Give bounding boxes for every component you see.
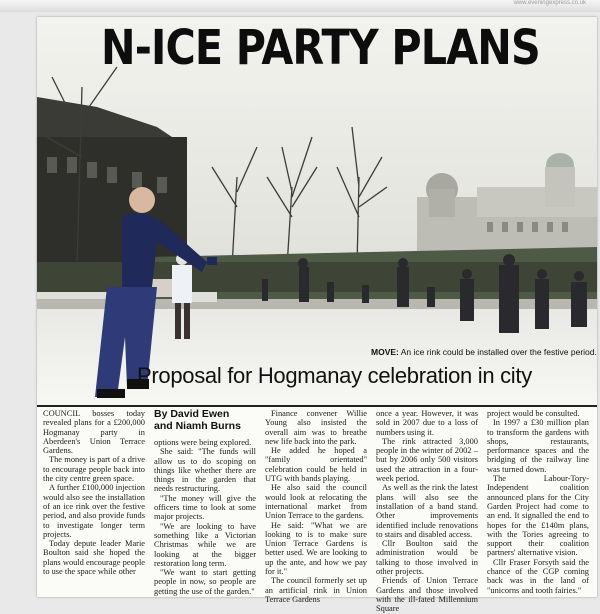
subheadline: Proposal for Hogmanay celebration in city — [137, 363, 532, 388]
paragraph: Finance convener Willie Young also insisted the overall aim was to breathe new life back into the park. — [265, 409, 367, 446]
source-url: www.eveningexpress.co.uk — [513, 0, 586, 6]
paragraph: COUNCIL bosses today revealed plans for a £200,000 Hogmanay party in Aberdeen's Union Terrace Gardens. — [43, 409, 145, 456]
article-column-5 — [487, 409, 589, 595]
photo-caption — [371, 347, 597, 357]
paragraph: Cllr Fraser Forsyth said the chance of the CGP coming back was in the land of "unicorns and tooth fairies." — [487, 557, 589, 595]
paragraph: He also said the council would look at relocating the international market from Union Terrace to the gardens. — [265, 483, 367, 521]
paragraph: options were being explored. — [154, 438, 252, 447]
paragraph: She said: "The funds will allow us to do scoping on things like whether there are things in the garden that needs restructuring. — [154, 447, 256, 494]
paragraph: "The money will give the officers time to look at some major projects. — [154, 493, 256, 522]
paragraph: He added he hoped a "family orientated" celebration could be held in UTG with bands playing. — [265, 446, 367, 484]
paragraph: The rink attracted 3,000 people in the winter of 2002 – but by 2006 only 500 visitors used the attraction in a four-week period. — [376, 436, 478, 484]
paragraph: "We want to start getting people in now, so people are getting the use of the garden." — [154, 568, 256, 596]
article-column-1 — [43, 409, 145, 576]
paragraph: Friends of Union Terrace Gardens and those involved with the ill-fated Millennium Square — [376, 576, 478, 614]
paragraph: "We are looking to have something like a Victorian Christmas while we are looking at the bigger restoration long term. — [154, 521, 256, 568]
byline-line-2: and Niamh Burns — [154, 419, 241, 432]
divider — [37, 405, 597, 407]
article-photo — [37, 17, 597, 405]
paragraph: The Labour-Tory-Independent coalition announced plans for the City Garden Project had come to an end. It signalled the end to hopes for the £140m plans, with the Tories agreeing to support their coalition partners' alternative vision. — [487, 474, 589, 558]
paragraph: Today depute leader Marie Boulton said she hoped the plans would encourage people to use the space while other — [43, 539, 145, 577]
paragraph: project would be consulted. — [487, 409, 580, 418]
page-top-strip — [0, 0, 600, 12]
paragraph: The council formerly set up an artificial rink in Union Terrace Gardens — [265, 576, 367, 604]
paragraph: Cllr Boulton said the administration would be talking to those involved in other projects. — [376, 539, 478, 577]
article-body — [37, 408, 597, 614]
paragraph: once a year. However, it was sold in 2007 due to a loss of numbers using it. — [376, 409, 478, 437]
byline-line-1: By David Ewen — [154, 408, 230, 420]
paragraph: As well as the rink the latest plans will also see the installation of a band stand. Other improvements identified include renovations to stairs and disabled access. — [376, 483, 478, 539]
paragraph: A further £100,000 injection would also see the installation of an ice rink over the festive period, and also provide funds to investigate longer term projects. — [43, 483, 145, 539]
paragraph: The money is part of a drive to encourage people back into the city centre green space. — [43, 455, 145, 484]
article-column-3 — [265, 409, 367, 604]
caption-text: An ice rink could be installed over the festive period. — [398, 347, 597, 357]
newspaper-clipping — [37, 17, 597, 614]
byline — [154, 409, 256, 432]
caption-lead: MOVE: — [371, 347, 399, 357]
article-column-4 — [376, 409, 478, 614]
paragraph: He said: "What we are looking to is to make sure Union Terrace Gardens is better used. We are looking to up the ante, and how we pay for it." — [265, 520, 367, 577]
paragraph: In 1997 a £30 million plan to transform the gardens with shops, restaurants, performance spaces and the bridging of the railway line was turned down. — [487, 418, 589, 474]
headline: N-ICE PARTY PLANS — [101, 20, 540, 76]
article-column-2 — [154, 409, 256, 596]
